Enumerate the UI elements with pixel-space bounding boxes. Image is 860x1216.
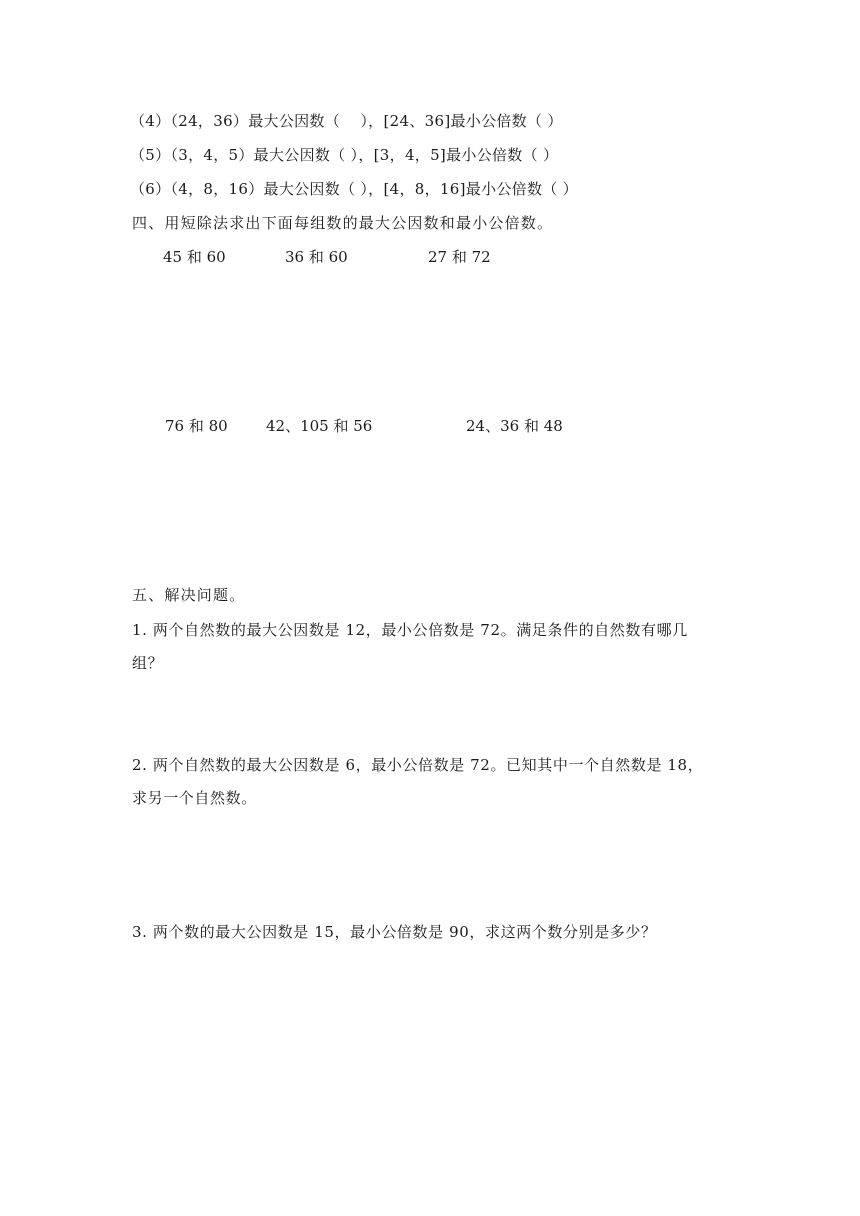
- problem-2-line-1: 2. 两个自然数的最大公因数是 6，最小公倍数是 72。已知其中一个自然数是 18，: [132, 756, 704, 774]
- problem-1-line-2: 组？: [132, 654, 164, 672]
- pair-item: 45 和 60: [163, 248, 226, 266]
- section-4-title: 四、用短除法求出下面每组数的最大公因数和最小公倍数。: [132, 214, 554, 232]
- pair-item: 76 和 80: [165, 417, 228, 435]
- pair-item: 24、36 和 48: [466, 417, 563, 435]
- problem-1-line-1: 1. 两个自然数的最大公因数是 12，最小公倍数是 72。满足条件的自然数有哪几: [132, 621, 688, 639]
- section-5-title: 五、解决问题。: [132, 586, 246, 604]
- question-4: （4）（24，36）最大公因数（ ），[24、36]最小公倍数（ ）: [130, 112, 563, 130]
- pair-item: 27 和 72: [428, 248, 491, 266]
- pair-item: 42、105 和 56: [266, 417, 373, 435]
- problem-2-line-2: 求另一个自然数。: [132, 789, 257, 807]
- question-5: （5）（3，4，5）最大公因数（ ），[3，4，5]最小公倍数（ ）: [130, 146, 559, 164]
- pair-item: 36 和 60: [285, 248, 348, 266]
- problem-3-line-1: 3. 两个数的最大公因数是 15，最小公倍数是 90，求这两个数分别是多少？: [132, 923, 657, 941]
- question-6: （6）（4，8，16）最大公因数（ ），[4，8，16]最小公倍数（ ）: [130, 180, 578, 198]
